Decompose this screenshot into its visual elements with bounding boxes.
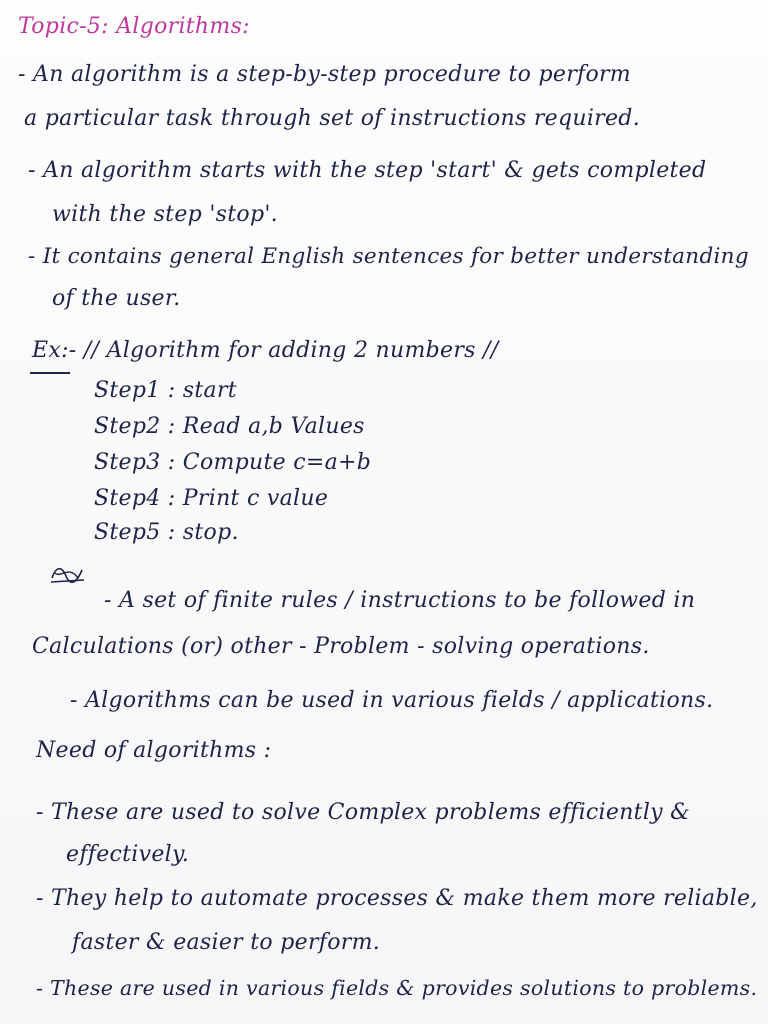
- need-line-1: - These are used to solve Complex problems efficiently &: [36, 800, 691, 825]
- intro-line-5: - It contains general English sentences for better understanding: [28, 244, 749, 269]
- need-heading: Need of algorithms :: [36, 738, 272, 763]
- intro-line-2: a particular task through set of instructions required.: [24, 106, 640, 131]
- need-line-2: effectively.: [66, 842, 190, 867]
- page-title: Topic-5: Algorithms:: [18, 14, 250, 39]
- intro-line-1: - An algorithm is a step-by-step procedure to perform: [18, 62, 631, 87]
- intro-line-4: with the step 'stop'.: [52, 202, 278, 227]
- definition-line-3: - Algorithms can be used in various fields / applications.: [70, 688, 714, 713]
- intro-line-6: of the user.: [52, 286, 181, 311]
- example-step-2: Step2 : Read a,b Values: [94, 414, 365, 439]
- example-step-3: Step3 : Compute c=a+b: [94, 450, 372, 475]
- need-line-5: - These are used in various fields & provides solutions to problems.: [36, 976, 758, 1000]
- example-heading: Ex:- // Algorithm for adding 2 numbers //: [32, 338, 499, 363]
- example-underline: [30, 372, 70, 374]
- need-line-4: faster & easier to perform.: [72, 930, 381, 955]
- need-line-3: - They help to automate processes & make them more reliable,: [36, 886, 758, 911]
- example-step-1: Step1 : start: [94, 378, 237, 403]
- example-step-5: Step5 : stop.: [94, 520, 239, 545]
- scribble-icon: [48, 560, 88, 586]
- definition-line-2: Calculations (or) other - Problem - solving operations.: [32, 634, 650, 659]
- intro-line-3: - An algorithm starts with the step 'start' & gets completed: [28, 158, 707, 183]
- definition-line-1: - A set of finite rules / instructions to be followed in: [104, 588, 696, 613]
- example-step-4: Step4 : Print c value: [94, 486, 329, 511]
